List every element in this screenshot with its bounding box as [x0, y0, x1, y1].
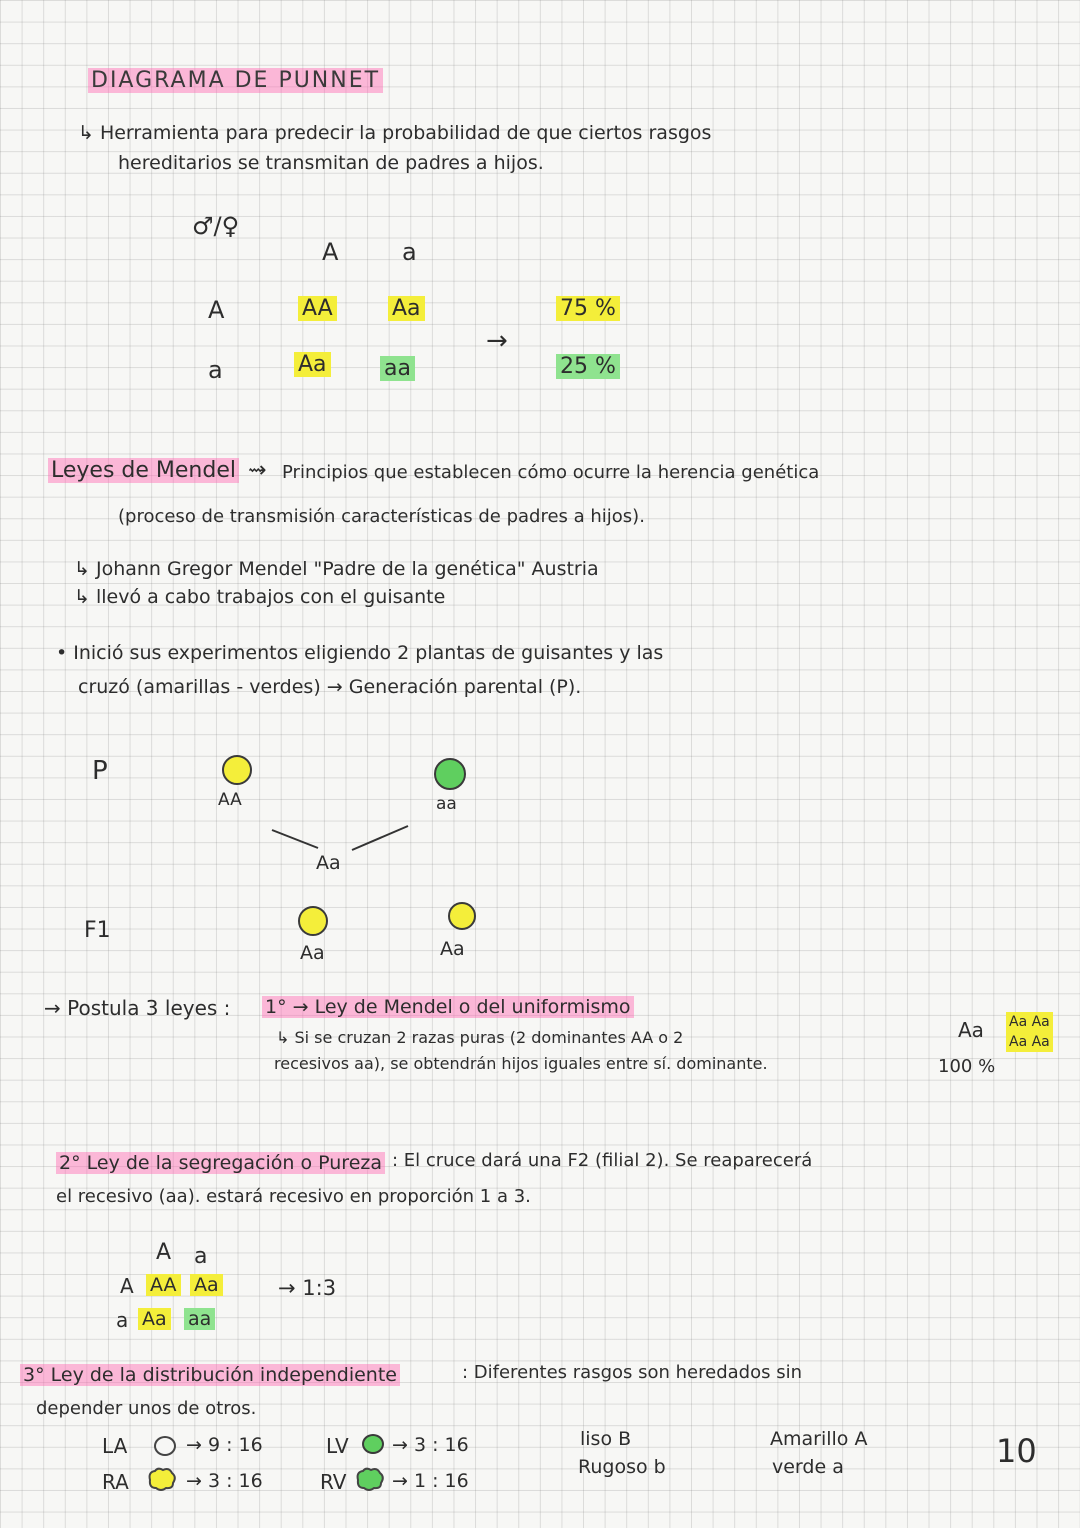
ley1-title: 1° → Ley de Mendel o del uniformismo — [262, 996, 634, 1018]
ley1-mini-square — [1006, 1012, 1053, 1052]
ley2-title: 2° Ley de la segregación o Pureza — [56, 1152, 385, 1174]
ley2-text-line1: : El cruce dará una F2 (filial 2). Se reaparecerá — [392, 1150, 813, 1171]
punnett-row-header-1: A — [208, 296, 225, 324]
ley1-mini-row2: Aa Aa — [1009, 1034, 1050, 1050]
ley3-rv-label: RV — [320, 1470, 347, 1494]
ley1-line1: ↳ Si se cruzan 2 razas puras (2 dominantes AA o 2 — [276, 1028, 684, 1047]
mendel-experiment-line2: cruzó (amarillas - verdes) → Generación parental (P). — [78, 676, 582, 698]
page-number: 10 — [996, 1432, 1037, 1470]
ley3-ra-label: RA — [102, 1470, 129, 1494]
punnett-percent-75: 75 % — [556, 296, 620, 321]
ley2-cell-Aa-2: Aa — [138, 1308, 171, 1330]
ley2-cell-Aa-1: Aa — [190, 1274, 223, 1296]
generation-p-label: P — [92, 756, 108, 786]
wrinkled-yellow-pea-icon — [146, 1466, 178, 1492]
f1-genotype-right: Aa — [440, 938, 465, 960]
punnett-cell-AA: AA — [298, 296, 337, 321]
ley1-result-percent: 100 % — [938, 1056, 996, 1077]
ley3-ra-ratio: → 3 : 16 — [186, 1470, 263, 1492]
ley3-text-line2: depender unos de otros. — [36, 1398, 257, 1419]
parent-left-genotype: AA — [218, 790, 242, 810]
ley2-header-a: a — [194, 1244, 208, 1269]
ley2-text-line2: el recesivo (aa). estará recesivo en proporción 1 a 3. — [56, 1186, 531, 1207]
ley3-rv-ratio: → 1 : 16 — [392, 1470, 469, 1492]
ley3-rugoso: Rugoso b — [578, 1456, 666, 1478]
mendel-title-arrow: ⇝ — [248, 458, 267, 483]
mendel-experiment-line1: • Inició sus experimentos eligiendo 2 plantas de guisantes y las — [56, 642, 664, 664]
ley1-line2: recesivos aa), se obtendrán hijos iguales entre sí. dominante. — [274, 1054, 768, 1073]
ley2-cell-AA: AA — [146, 1274, 181, 1296]
ley2-cell-aa: aa — [184, 1308, 215, 1330]
ley2-header-A: A — [156, 1240, 172, 1265]
punnett-definition-line1: ↳ Herramienta para predecir la probabilidad de que ciertos rasgos — [78, 122, 712, 144]
ley3-text-line1: : Diferentes rasgos son heredados sin — [462, 1362, 802, 1383]
smooth-pea-outline-icon — [154, 1436, 176, 1456]
f1-yellow-pea-icon-2 — [448, 902, 476, 930]
generation-f1-label: F1 — [84, 918, 111, 943]
punnett-corner-label: ♂/♀ — [192, 212, 240, 240]
punnett-percent-25: 25 % — [556, 354, 620, 379]
ley3-la-ratio: → 9 : 16 — [186, 1434, 263, 1456]
ley3-la-label: LA — [102, 1434, 128, 1458]
smooth-green-pea-icon — [362, 1434, 384, 1454]
parent-right-genotype: aa — [436, 794, 457, 814]
ley3-lv-label: LV — [326, 1434, 349, 1458]
ley1-result-genotype: Aa — [958, 1018, 984, 1042]
punnett-row-header-2: a — [208, 356, 223, 384]
punnett-col-header-1: A — [322, 238, 339, 266]
punnett-cell-Aa-1: Aa — [388, 296, 425, 321]
f1-genotype-left: Aa — [300, 942, 325, 964]
mendel-definition-line1: Principios que establecen cómo ocurre la herencia genética — [282, 462, 820, 483]
wrinkled-green-pea-icon — [354, 1466, 386, 1492]
punnett-cell-Aa-2: Aa — [294, 352, 331, 377]
ley2-row-A: A — [120, 1274, 134, 1298]
punnett-arrow: → — [486, 326, 508, 356]
ley2-row-a: a — [116, 1308, 129, 1332]
mendel-trabajos-line: ↳ llevó a cabo trabajos con el guisante — [74, 586, 446, 608]
ley3-lv-ratio: → 3 : 16 — [392, 1434, 469, 1456]
mendel-johann-line: ↳ Johann Gregor Mendel "Padre de la genética" Austria — [74, 558, 599, 580]
punnett-col-header-2: a — [402, 238, 417, 266]
ley3-verde: verde a — [772, 1456, 844, 1478]
ley2-ratio: → 1:3 — [278, 1276, 337, 1300]
punnett-cell-aa: aa — [380, 356, 415, 381]
ley3-title: 3° Ley de la distribución independiente — [20, 1364, 400, 1386]
mendel-title: Leyes de Mendel — [48, 458, 239, 483]
cross-genotype: Aa — [316, 852, 341, 874]
punnett-definition-line2: hereditarios se transmitan de padres a hijos. — [118, 152, 544, 174]
ley1-mini-row1: Aa Aa — [1009, 1014, 1050, 1030]
ley3-liso: liso B — [580, 1428, 632, 1450]
f1-yellow-pea-icon-1 — [298, 906, 328, 936]
ley3-amarillo: Amarillo A — [770, 1428, 868, 1450]
mendel-definition-line2: (proceso de transmisión características de padres a hijos). — [118, 506, 645, 527]
ley1-lead: → Postula 3 leyes : — [44, 996, 231, 1020]
punnett-title: DIAGRAMA DE PUNNET — [88, 68, 383, 93]
